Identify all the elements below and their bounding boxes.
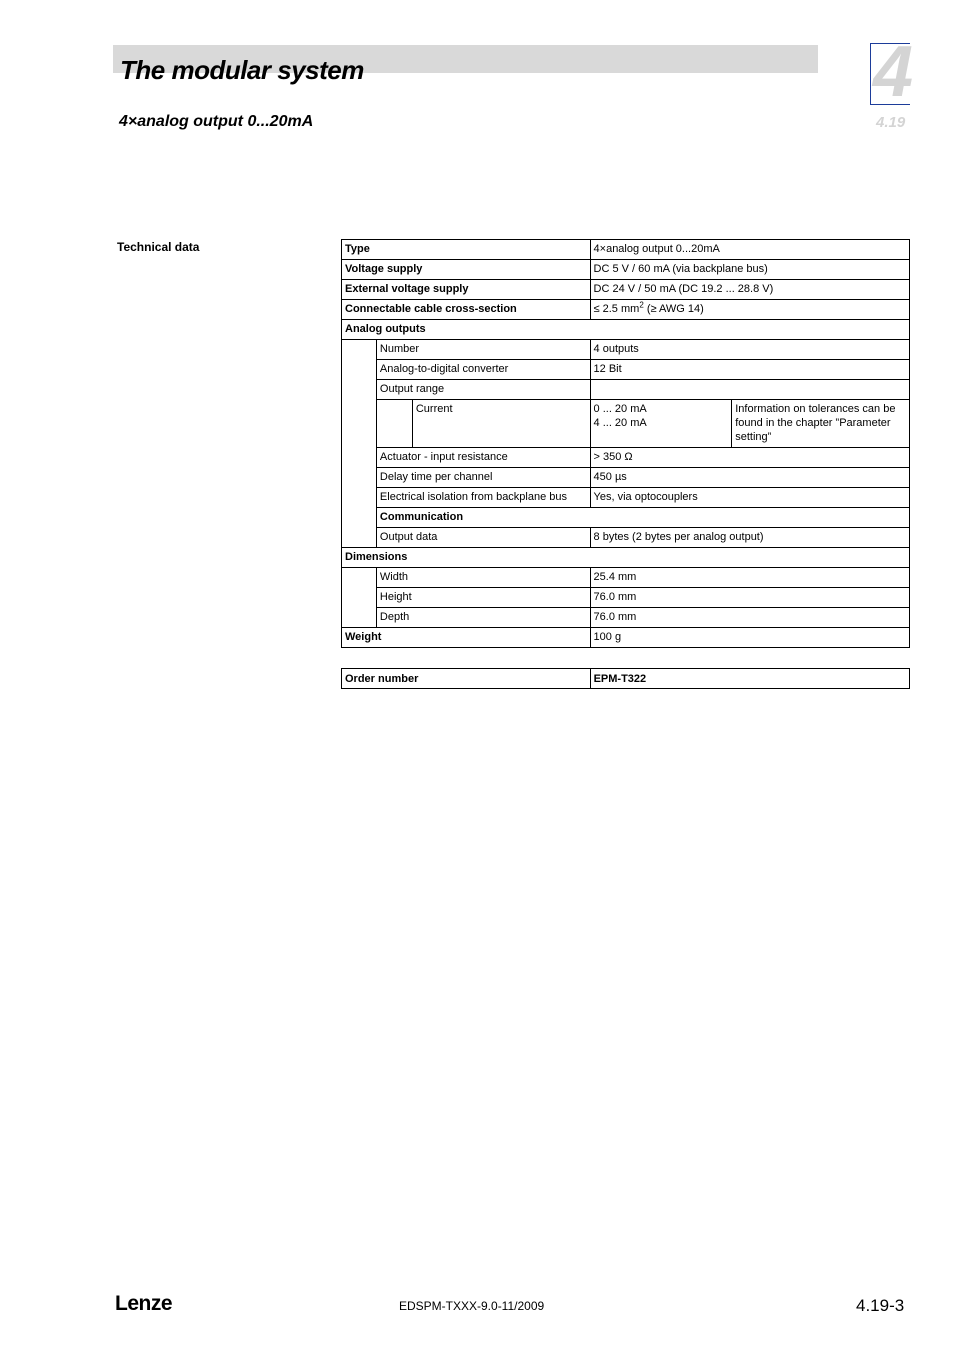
- table-row: [342, 669, 910, 689]
- table-row: [342, 260, 910, 280]
- row-label: Current: [412, 400, 590, 448]
- row-label: Output data: [376, 528, 590, 548]
- table-row: [342, 300, 910, 320]
- row-value: 4×analog output 0...20mA: [590, 240, 909, 260]
- indent-spacer: [376, 400, 412, 448]
- row-value: 4 outputs: [590, 340, 909, 360]
- row-value: [590, 300, 909, 320]
- row-value: 76.0 mm: [590, 608, 909, 628]
- table-row: [342, 360, 910, 380]
- table-row: [342, 628, 910, 648]
- row-label: Number: [376, 340, 590, 360]
- table-row: [342, 320, 910, 340]
- table-row: [342, 608, 910, 628]
- row-value: 100 g: [590, 628, 909, 648]
- table-row: [342, 448, 910, 468]
- table-row: [342, 380, 910, 400]
- side-label: Technical data: [117, 240, 200, 254]
- row-label: Connectable cable cross-section: [342, 300, 591, 320]
- row-label: Voltage supply: [342, 260, 591, 280]
- table-row: [342, 508, 910, 528]
- row-value: DC 24 V / 50 mA (DC 19.2 ... 28.8 V): [590, 280, 909, 300]
- row-value: > 350 Ω: [590, 448, 909, 468]
- indent-spacer: [342, 568, 377, 628]
- row-label: Weight: [342, 628, 591, 648]
- document-id: EDSPM-TXXX-9.0-11/2009: [399, 1299, 545, 1313]
- row-value: DC 5 V / 60 mA (via backplane bus): [590, 260, 909, 280]
- row-label: Actuator - input resistance: [376, 448, 590, 468]
- row-label: Height: [376, 588, 590, 608]
- order-value: EPM-T322: [590, 669, 909, 689]
- order-label: Order number: [342, 669, 591, 689]
- row-value: [590, 400, 732, 448]
- row-label: External voltage supply: [342, 280, 591, 300]
- chapter-number: 4: [873, 32, 914, 112]
- row-value: 8 bytes (2 bytes per analog output): [590, 528, 909, 548]
- row-value: 25.4 mm: [590, 568, 909, 588]
- indent-spacer: [342, 340, 377, 528]
- table-row: [342, 488, 910, 508]
- table-row: [342, 548, 910, 568]
- section-subtitle: 4×analog output 0...20mA: [119, 113, 314, 130]
- table-row: [342, 240, 910, 260]
- row-value: 12 Bit: [590, 360, 909, 380]
- row-value: [590, 380, 909, 400]
- chapter-section: 4.19: [876, 114, 906, 131]
- order-number-table: [341, 668, 910, 689]
- row-value: 450 µs: [590, 468, 909, 488]
- group-heading: Communication: [376, 508, 909, 528]
- current-range-2: 4 ... 20 mA: [593, 417, 647, 429]
- cable-value-awg: (≥ AWG 14): [643, 303, 704, 315]
- cable-value-main: ≤ 2.5 mm: [593, 303, 640, 315]
- current-range-1: 0 ... 20 mA: [593, 403, 647, 415]
- indent-spacer: [342, 528, 377, 548]
- row-label: Analog-to-digital converter: [376, 360, 590, 380]
- row-note: Information on tolerances can be found in the chapter ”Parameter setting”: [732, 400, 910, 448]
- table-row: [342, 568, 910, 588]
- technical-data-table: [341, 239, 910, 648]
- row-value: 76.0 mm: [590, 588, 909, 608]
- group-heading: Dimensions: [342, 548, 910, 568]
- cable-value-superscript: 2: [639, 300, 644, 310]
- row-label: Type: [342, 240, 591, 260]
- row-label: Depth: [376, 608, 590, 628]
- row-value: Yes, via optocouplers: [590, 488, 909, 508]
- row-label: Output range: [376, 380, 590, 400]
- table-row: [342, 280, 910, 300]
- page-number: 4.19-3: [856, 1296, 905, 1315]
- table-row: [342, 588, 910, 608]
- table-row: [342, 400, 910, 448]
- table-row: [342, 468, 910, 488]
- page-title: The modular system: [120, 55, 364, 85]
- row-label: Width: [376, 568, 590, 588]
- row-label: Delay time per channel: [376, 468, 590, 488]
- row-label: Electrical isolation from backplane bus: [376, 488, 590, 508]
- table-row: [342, 340, 910, 360]
- group-heading: Analog outputs: [342, 320, 910, 340]
- lenze-logo: Lenze: [115, 1292, 173, 1315]
- table-row: [342, 528, 910, 548]
